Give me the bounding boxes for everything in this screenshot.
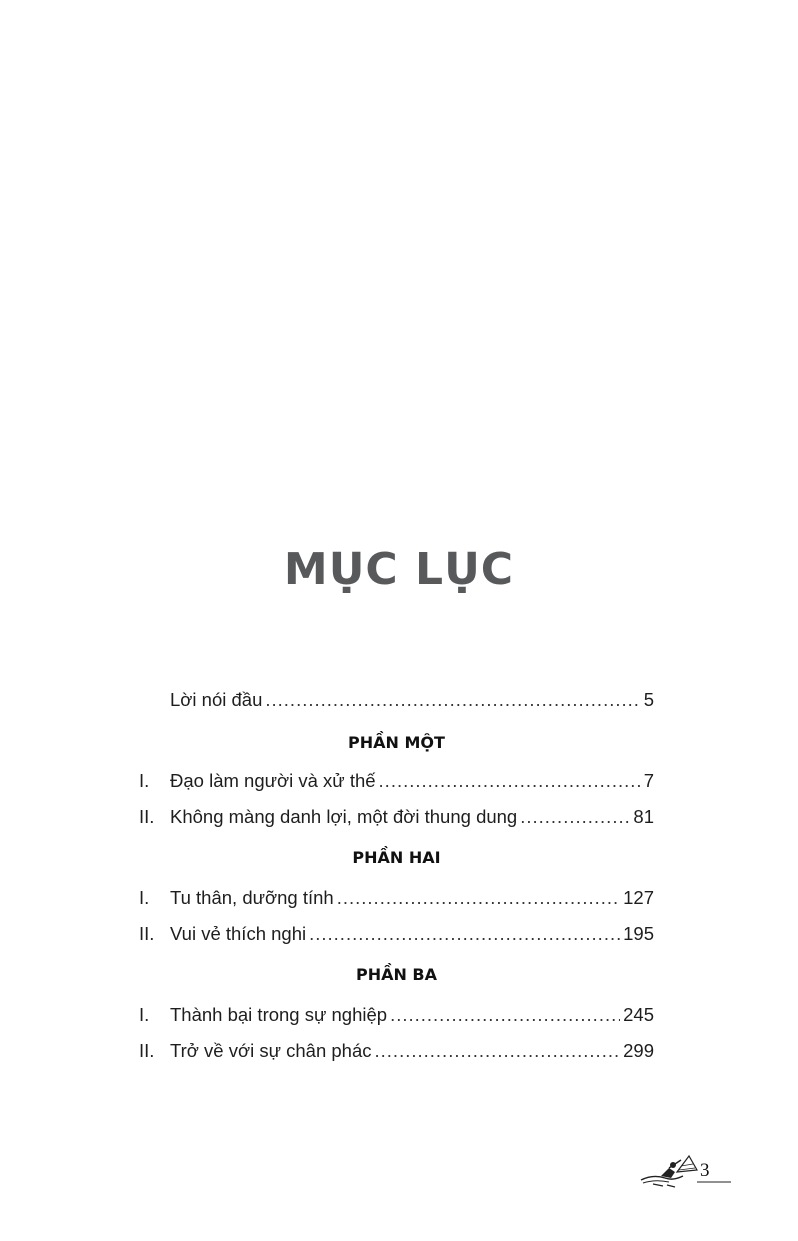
toc-entry-title: Tu thân, dưỡng tính	[170, 887, 334, 908]
toc-entry[interactable]	[139, 804, 654, 830]
toc-entry-page: 195	[623, 923, 654, 944]
page-number: 3	[700, 1160, 710, 1181]
part-heading: PHẦN HAI	[352, 848, 441, 867]
toc-entry-page: 245	[623, 1004, 654, 1025]
fisherman-boat-icon	[639, 1152, 731, 1188]
dot-leader	[309, 921, 620, 947]
dot-leader	[520, 804, 630, 830]
toc-entry-preface[interactable]	[139, 687, 654, 713]
dot-leader	[265, 687, 640, 713]
toc-entry-page: 7	[643, 770, 654, 791]
toc-entry-page: 5	[643, 689, 654, 710]
toc-entry-title: Trở về với sự chân phác	[170, 1040, 372, 1061]
dot-leader	[390, 1002, 620, 1028]
toc-entry-number: II.	[139, 923, 155, 944]
toc-entry-title: Đạo làm người và xử thế	[170, 770, 376, 791]
toc-entry-page: 299	[623, 1040, 654, 1061]
toc-entry-page: 127	[623, 887, 654, 908]
toc-entry-number: I.	[139, 770, 150, 791]
toc-entry[interactable]	[139, 885, 654, 911]
toc-entry-number: I.	[139, 1004, 150, 1025]
toc-entry-title: Không màng danh lợi, một đời thung dung	[170, 806, 518, 827]
toc-entry[interactable]	[139, 1038, 654, 1064]
toc-entry-page: 81	[633, 806, 654, 827]
dot-leader	[375, 1038, 621, 1064]
dot-leader	[379, 768, 641, 794]
toc-entry-title: Lời nói đầu	[170, 689, 263, 710]
part-heading: PHẦN MỘT	[348, 733, 445, 752]
toc-entry-number: II.	[139, 806, 155, 827]
toc-entry[interactable]	[139, 921, 654, 947]
toc-entry-number: II.	[139, 1040, 155, 1061]
toc-entry-title: Thành bại trong sự nghiệp	[170, 1004, 388, 1025]
toc-entry-title: Vui vẻ thích nghi	[170, 923, 307, 944]
part-heading: PHẦN BA	[355, 965, 438, 984]
dot-leader	[337, 885, 620, 911]
toc-entry[interactable]	[139, 768, 654, 794]
toc-entry[interactable]	[139, 1002, 654, 1028]
page-title: MỤC LỤC	[283, 544, 515, 595]
toc-entry-number: I.	[139, 887, 150, 908]
